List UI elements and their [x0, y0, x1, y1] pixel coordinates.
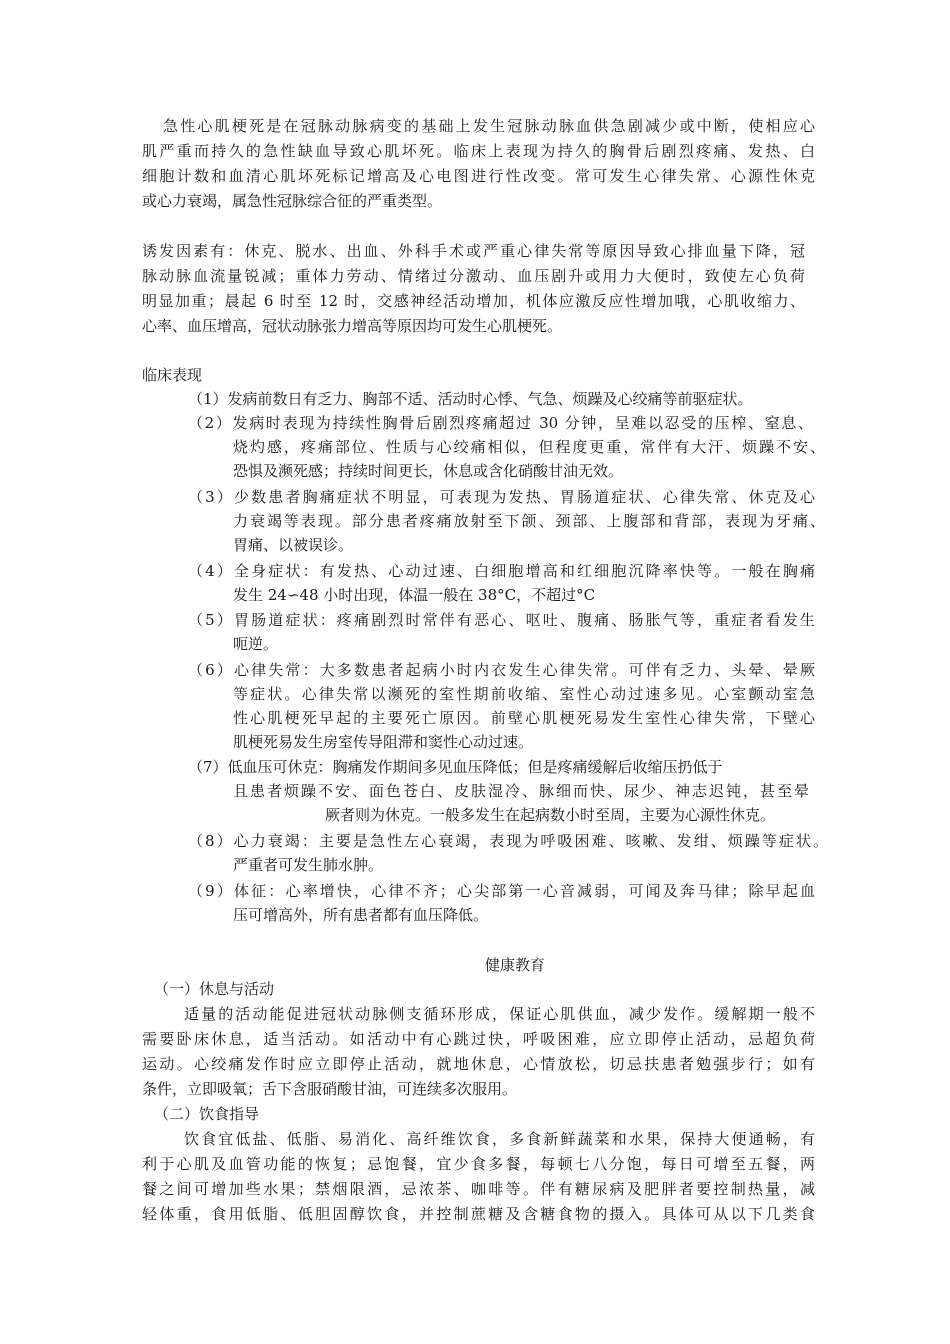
section-line: 饮食宜低盐、低脂、易消化、高纤维饮食，多食新鲜蔬菜和水果，保持大便通畅，有: [184, 1130, 815, 1148]
clinical-line: （7）低血压可休克：胸痛发作期间多见血压降低；但是疼痛缓解后收缩压扔低于: [188, 758, 723, 776]
clinical-line: 力衰竭等表现。部分患者疼痛放射至下颌、颈部、上腹部和背部，表现为牙痛、: [233, 512, 825, 530]
intro-line: 或心力衰竭，属急性冠脉综合征的严重类型。: [142, 192, 443, 210]
intro-line: 急性心肌梗死是在冠脉动脉病变的基础上发生冠脉动脉血供急剧减少或中断，使相应心: [163, 117, 815, 135]
section-line: 轻体重，食用低脂、低胆固醇饮食，并控制蔗糖及含糖食物的摄入。具体可从以下几类食: [142, 1205, 815, 1223]
causes-line: 诱发因素有：休克、脱水、出血、外科手术或严重心律失常等原因导致心排血量下降，冠: [142, 242, 805, 260]
clinical-line: 性心肌梗死早起的主要死亡原因。前壁心肌梗死易发生室性心律失常，下壁心: [233, 709, 815, 727]
clinical-line: 等症状。心律失常以濒死的室性期前收缩、室性心动过速多见。心室颤动室急: [233, 685, 815, 703]
section-line: 运动。心绞痛发作时应立即停止活动，就地休息，心情放松，切忌扶患者勉强步行；如有: [142, 1055, 815, 1073]
clinical-line: 厥者则为休克。一般多发生在起病数小时至周，主要为心源性休克。: [325, 806, 776, 824]
intro-line: 肌严重而持久的急性缺血导致心肌坏死。临床上表现为持久的胸骨后剧烈疼痛、发热、白: [142, 142, 815, 160]
clinical-line: 发生 24∽48 小时出现，体温一般在 38°C，不超过°C: [233, 586, 596, 604]
clinical-line: （8）心力衰竭：主要是急性左心衰竭，表现为呼吸困难、咳嗽、发绀、烦躁等症状。: [188, 832, 828, 850]
clinical-line: 烧灼感，疼痛部位、性质与心绞痛相似，但程度更重，常伴有大汗、烦躁不安、: [233, 438, 825, 456]
causes-line: 心率、血压增高，冠状动脉张力增高等原因均可发生心肌梗死。: [142, 317, 563, 335]
section-line: 利于心肌及血管功能的恢复；忌饱餐，宜少食多餐，每顿七八分饱，每日可增至五餐，两: [142, 1155, 815, 1173]
section-heading: （二）饮食指导: [154, 1105, 260, 1123]
section-line: 条件，立即吸氧；舌下含服硝酸甘油，可连续多次服用。: [142, 1080, 518, 1098]
clinical-line: （1）发病前数日有乏力、胸部不适、活动时心悸、气急、烦躁及心绞痛等前驱症状。: [188, 390, 753, 408]
intro-line: 细胞计数和血清心肌坏死标记增高及心电图进行性改变。常可发生心律失常、心源性休克: [142, 167, 815, 185]
clinical-line: （6）心律失常：大多数患者起病小时内衣发生心律失常。可伴有乏力、头晕、晕厥: [188, 661, 815, 679]
clinical-line: 恐惧及濒死感；持续时间更长，休息或含化硝酸甘油无效。: [233, 462, 624, 480]
health-title: 健康教育: [484, 956, 545, 974]
clinical-line: 肌梗死易发生房室传导阻滞和窦性心动过速。: [233, 733, 534, 751]
clinical-line: （4）全身症状：有发热、心动过速、白细胞增高和红细胞沉降率快等。一般在胸痛: [188, 562, 815, 580]
section-line: 适量的活动能促进冠状动脉侧支循环形成，保证心肌供血，减少发作。缓解期一般不: [184, 1005, 815, 1023]
clinical-line: 严重者可发生肺水肿。: [233, 856, 384, 874]
clinical-heading: 临床表现: [142, 366, 203, 384]
clinical-line: 胃痛、以被误诊。: [233, 536, 354, 554]
causes-line: 明显加重；晨起 6 时至 12 时，交感神经活动增加，机体应激反应性增加哦，心肌收缩力、: [142, 292, 805, 310]
clinical-line: 呃逆。: [233, 635, 279, 653]
clinical-line: （3）少数患者胸痛症状不明显，可表现为发热、胃肠道症状、心律失常、休克及心: [188, 488, 815, 506]
clinical-line: 且患者烦躁不安、面色苍白、皮肤湿冷、脉细而快、尿少、神志迟钝，甚至晕: [233, 782, 809, 800]
causes-line: 脉动脉血流量锐减；重体力劳动、情绪过分激动、血压剧升或用力大便时，致使左心负荷: [142, 267, 805, 285]
clinical-line: 压可增高外，所有患者都有血压降低。: [233, 906, 489, 924]
section-line: 餐之间可增加些水果；禁烟限酒，忌浓茶、咖啡等。伴有糖尿病及肥胖者要控制热量，减: [142, 1180, 815, 1198]
clinical-line: （9）体征：心率增快，心律不齐；心尖部第一心音减弱，可闻及奔马律；除早起血: [188, 882, 815, 900]
clinical-line: （5）胃肠道症状：疼痛剧烈时常伴有恶心、呕吐、腹痛、肠胀气等，重症者看发生: [188, 611, 815, 629]
clinical-line: （2）发病时表现为持续性胸骨后剧烈疼痛超过 30 分钟，呈难以忍受的压榨、窒息、: [188, 414, 813, 432]
section-line: 需要卧床休息，适当活动。如活动中有心跳过快，呼吸困难，应立即停止活动，忌超负荷: [142, 1030, 815, 1048]
section-heading: （一）休息与活动: [154, 980, 275, 998]
